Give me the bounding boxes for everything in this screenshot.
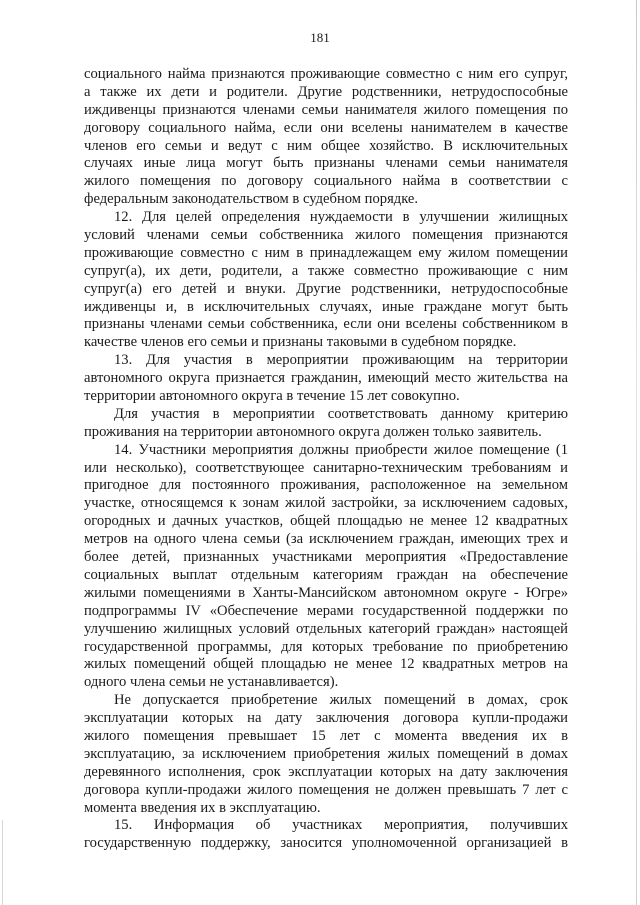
text-line: пригодное для постоянного проживания, расположенное на земельном	[84, 477, 568, 494]
text-line: случаях иные лица могут быть признаны членами семьи нанимателя	[84, 155, 568, 172]
text-line: качестве членов его семьи и признаны таковыми в судебном порядке.	[84, 334, 517, 351]
text-line: жилого помещения превышает 15 лет с момента введения их в	[84, 727, 568, 744]
text-line: проживания на территории автономного округа должен только заявитель.	[84, 423, 542, 440]
text-line: метров на одного члена семьи (за исключением граждан, имеющих трех и	[84, 531, 568, 548]
text-line: проживающие совместно с ним в принадлежащем ему жилом помещении	[84, 244, 568, 261]
page-number: 181	[310, 30, 330, 45]
text-line: а также их дети и родители. Другие родственники, нетрудоспособные	[84, 83, 568, 100]
text-line: или несколько), соответствующее санитарно-техническим требованиям и	[84, 459, 568, 476]
text-line: огородных и дачных участков, общей площадью не менее 12 квадратных	[84, 513, 568, 530]
text-line: социальных выплат отдельным категориям граждан на обеспечение	[84, 566, 568, 583]
text-line: условий членами семьи собственника жилого помещения признаются	[84, 227, 568, 244]
text-line: супруг(а), их дети, родители, а также совместно проживающие с ним	[84, 262, 568, 279]
text-line: 15. Информация об участниках мероприятия, получивших	[114, 817, 568, 834]
text-line: эксплуатацию, за исключением приобретения жилых помещений в домах	[84, 745, 568, 762]
text-line: улучшению жилищных условий отдельных категорий граждан» настоящей	[84, 620, 568, 637]
text-line: признаны членами семьи собственника, если они вселены собственником в	[84, 316, 568, 333]
text-line: государственной программы, для которых требование по приобретению	[84, 638, 568, 655]
text-line: договору социального найма, если они вселены нанимателем в качестве	[84, 119, 568, 136]
text-line: иждивенцы признаются членами семьи нанимателя жилого помещения по	[84, 101, 568, 118]
text-line: участке, относящемся к зонам жилой застройки, за исключением садовых,	[84, 495, 568, 512]
text-line: федеральным законодательством в судебном порядке.	[84, 191, 419, 208]
text-line: эксплуатации которых на дату заключения договора купли-продажи	[84, 710, 568, 727]
text-line: супруг(а) его детей и внуки. Другие родственники, нетрудоспособные	[84, 280, 568, 297]
text-line: подпрограммы IV «Обеспечение мерами государственной поддержки по	[84, 602, 568, 619]
text-line: более детей, признанных участниками мероприятия «Предоставление	[84, 549, 568, 566]
text-line: 13. Для участия в мероприятии проживающим на территории	[114, 352, 568, 369]
text-line: жилыми помещениями в Ханты-Мансийском автономном округе - Югре»	[84, 584, 568, 601]
text-line: жилых помещений общей площадью не менее 12 квадратных метров на	[84, 656, 568, 673]
text-line: момента введения их в эксплуатацию.	[84, 799, 321, 816]
document-body	[84, 66, 568, 853]
text-line: Для участия в мероприятии соответствовать данному критерию	[114, 405, 568, 422]
text-line: автономного округа признается гражданин, имеющий место жительства на	[84, 370, 568, 387]
scan-edge-left	[2, 820, 3, 905]
text-line: 12. Для целей определения нуждаемости в улучшении жилищных	[114, 209, 568, 226]
text-line: одного члена семьи не устанавливается).	[84, 674, 339, 691]
text-line: жилого помещения по договору социального найма в соответствии с	[84, 173, 568, 190]
text-line: территории автономного округа в течение 15 лет совокупно.	[84, 388, 460, 405]
text-line: членов его семьи и ведут с ним общее хозяйство. В исключительных	[84, 137, 568, 154]
text-line: 14. Участники мероприятия должны приобрести жилое помещение (1	[114, 441, 568, 458]
text-line: социального найма признаются проживающие совместно с ним его супруг,	[84, 66, 568, 82]
text-line: Не допускается приобретение жилых помещений в домах, срок	[114, 692, 568, 709]
text-line: деревянного исполнения, срок эксплуатации которых на дату заключения	[84, 763, 568, 780]
scan-edge-right	[636, 0, 637, 905]
text-line: договора купли-продажи жилого помещения не должен превышать 7 лет с	[84, 781, 568, 798]
text-line: иждивенцы и, в исключительных случаях, иные граждане могут быть	[84, 298, 568, 315]
text-line: государственную поддержку, заносится уполномоченной организацией в	[84, 835, 568, 852]
